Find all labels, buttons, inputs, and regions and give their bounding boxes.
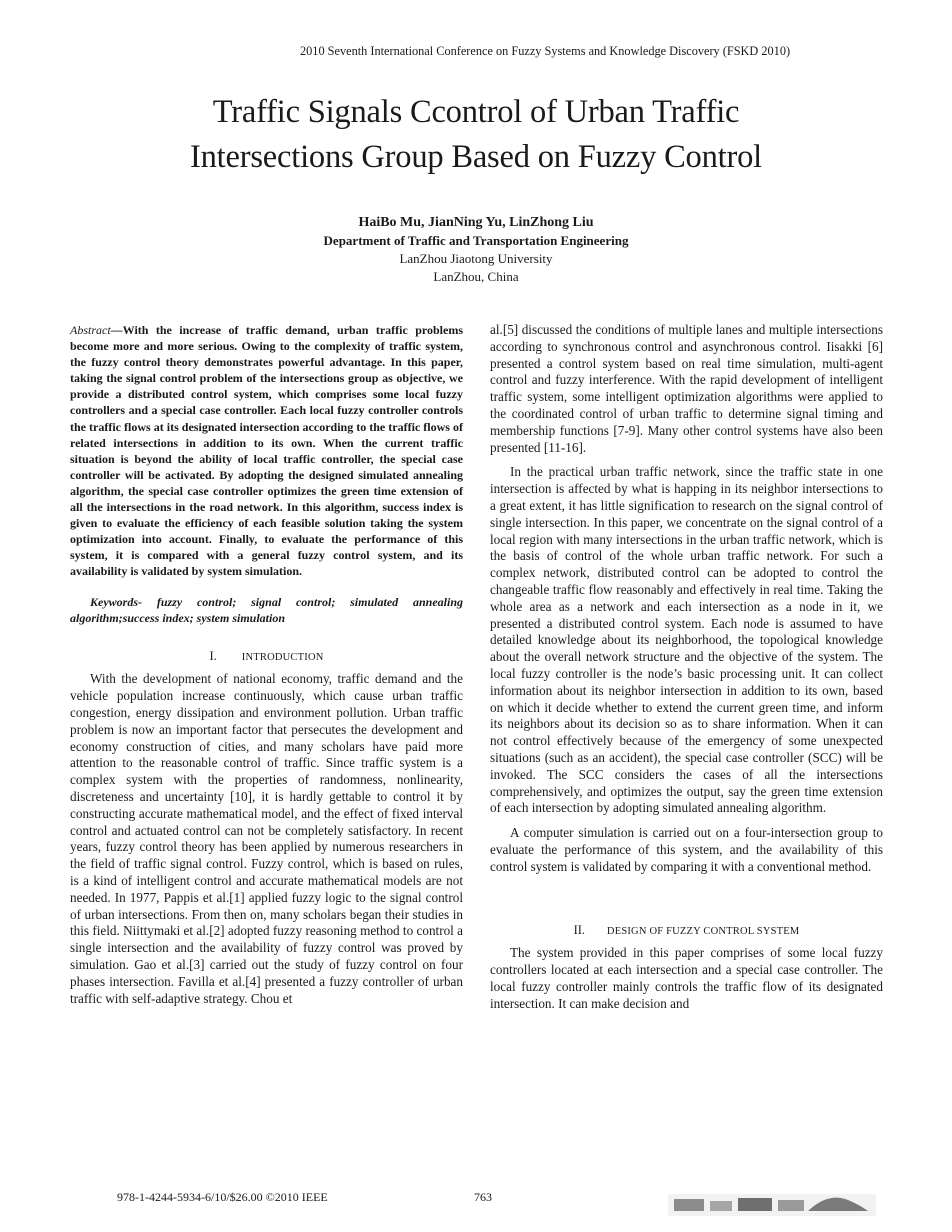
title-line-1: Traffic Signals Ccontrol of Urban Traffic — [212, 94, 740, 130]
abstract-label: Abstract — [70, 323, 111, 337]
right-column — [490, 322, 883, 1012]
keywords: Keywords- fuzzy control; signal control; simulated annealing algorithm;success index; system simulation — [70, 594, 463, 625]
abstract — [70, 322, 463, 580]
ieee-xplore-watermark-icon — [668, 1190, 876, 1218]
intro-paragraph-1: With the development of national economy, traffic demand and the vehicle population increase continuously, which cause urban traffic congestion, energy dissipation and environment pollution. Urban traffic problem is now an important factor that persecutes the development and economy construction of cities, and many scholars have paid more attention to the reasonable control of traffic. Since traffic system is a complex system with the properties of randomness, nonlinearity, discreteness and uncertainty [10], it is hardly gettable to control it by constructing accurate mathematical model, and the effect of fixed interval control and actuated control can not be completely satisfactory. In recent years, fuzzy control theory has been applied by numerous researchers in the field of traffic signal control. Fuzzy control, which is based on rules, is a kind of intelligent control and accurate mathematical models are not needed. In 1977, Pappis et al.[1] applied fuzzy logic to the signal control of urban intersections. From then on, many scholars began their studies in this field. Niittymaki et al.[2] adopted fuzzy reasoning method to control a single intersection and the availability of fuzzy control was proved by simulation. Gao et al.[3] carried out the study of fuzzy control on four phases intersection. Favilla et al.[4] presented a fuzzy controller of urban traffic with self-adaptive strategy. Chou et — [70, 671, 463, 1006]
author-city: LanZhou, China — [433, 269, 519, 284]
conference-header: 2010 Seventh International Conference on Fuzzy Systems and Knowledge Discovery (FSKD 2010) — [300, 44, 791, 58]
author-names: HaiBo Mu, JianNing Yu, LinZhong Liu — [358, 215, 594, 230]
section-2-heading — [490, 922, 883, 941]
abstract-text: —With the increase of traffic demand, urban traffic problems become more and more serious. Owing to the complexity of traffic system, the fuzzy control theory demonstrates powerful advantage. In this paper, taking the signal control problem of the intersections group as objective, we provide a distributed control system, which comprises some local fuzzy controllers and a special case controller. Each local fuzzy controller controls the traffic flows at its designated intersection according to the traffic flows of related intersections in addition to its own. When the current traffic situation is beyond the ability of local traffic controller, the special case controller will be activated. By adopting the designed simulated annealing algorithm, the special case controller optimizes the green time extension of all the intersections in the road network. In this algorithm, success index is given to evaluate the efficiency of each feasible solution taking the system optimization into account. Finally, to evaluate the performance of this system, it is compared with a general fuzzy control system, and its availability is validated by system simulation. — [70, 323, 463, 579]
intro-paragraph-3: A computer simulation is carried out on a four-intersection group to evaluate the performance of this system, and the availability of this control system is validated by comparing it with a conventional method. — [490, 825, 883, 874]
author-university: LanZhou Jiaotong University — [399, 251, 553, 266]
intro-paragraph-2: In the practical urban traffic network, since the traffic state in one intersection is affected by what is happing in its neighbor intersections to a great extent, it has little signification to research on the signal control of single intersection. In this paper, we concentrate on the signal control of a local region with many intersections in the urban traffic network, which is the basis of control of the whole urban traffic network. For such a complex network, distributed control can be adopted to control the changeable traffic flow reasonably and effectively in real time. Taking the whole area as a network and each intersection as a node in it, we presented a distributed control system. Each node is assumed to have detailed knowledge about its neighborhood, the topological knowledge about the overall network structure and the objective of the system. The local fuzzy controller is the node’s basic processing unit. It can collect information about its neighbor intersection in addition to its own, based on which it decide whether to extend the current green time, and inform its neighbors about its decision so as to share information. When it can not control effectively because of the emergency of some unexpected situations (such as an accident), the special case controller (SCC) will be invoked. The SCC considers the cases of all the intersections comprehensively, and optimizes the output, say the green time extension of each intersection by adopting simulated annealing algorithm. — [490, 464, 883, 816]
section-2-number: II. — [573, 922, 586, 937]
section-1-number: I. — [209, 648, 217, 663]
author-block — [40, 214, 912, 286]
footer-copyright: 978-1-4244-5934-6/10/$26.00 ©2010 IEEE — [117, 1190, 328, 1204]
section-1-heading — [70, 648, 463, 667]
design-paragraph-1: The system provided in this paper comprises of some local fuzzy controllers located at each intersection and a special case controller. The local fuzzy controller mainly controls the traffic flow of its designated intersection. It can make decision and — [490, 945, 883, 1011]
title-line-2: Intersections Group Based on Fuzzy Control — [190, 139, 762, 175]
intro-paragraph-1-continued: al.[5] discussed the conditions of multiple lanes and multiple intersections according to synchronous control and asynchronous control. Iisakki [6] presented a control system based on real time simulation, multi-agent control and fuzzy interference. With the rapid development of intelligent traffic system, some intelligent optimization algorithms were applied to the coordinated control of urban traffic to determine signal timing and membership functions [7-9]. Many other control systems have also been presented [11-16]. — [490, 322, 883, 455]
left-column — [70, 322, 463, 1007]
section-2-title: DESIGN OF FUZZY CONTROL SYSTEM — [606, 925, 800, 937]
author-department: Department of Traffic and Transportation Engineering — [323, 233, 629, 248]
section-1-title: INTRODUCTION — [241, 651, 324, 663]
paper-title — [40, 90, 912, 180]
page-number: 763 — [474, 1190, 492, 1204]
